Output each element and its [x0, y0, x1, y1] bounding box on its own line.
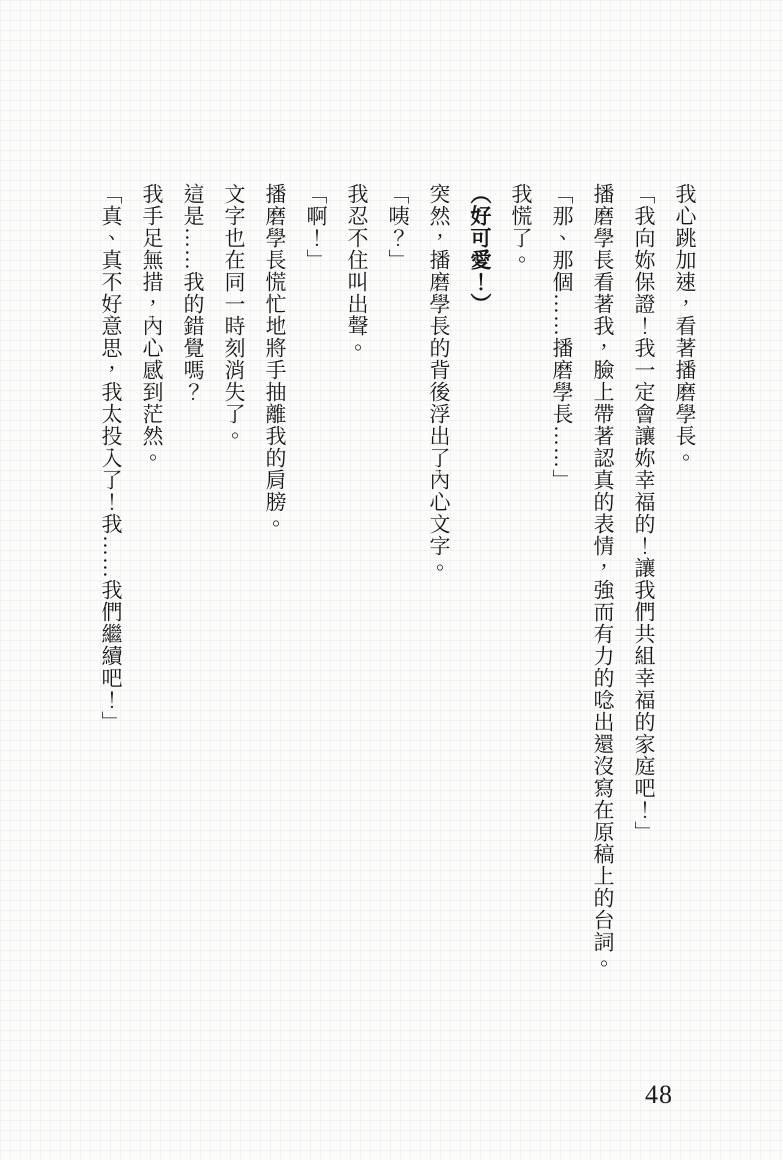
paragraph-line: 我心跳加速，看著播磨學長。 — [673, 183, 697, 469]
paragraph-line: 「咦？」 — [386, 183, 410, 271]
paragraph-line: 我慌了。 — [509, 183, 533, 271]
paragraph-line: 「那、那個……播磨學長……」 — [550, 183, 574, 491]
paragraph-line: 「真、真不好意思，我太投入了！我……我們繼續吧！」 — [99, 183, 123, 733]
paragraph-line-emphasis: （好可愛！） — [468, 183, 491, 315]
paragraph-line: 我忍不住叫出聲。 — [345, 183, 369, 359]
paragraph-line: 「啊！」 — [304, 183, 328, 271]
paragraph-line: 突然，播磨學長的背後浮出了內心文字。 — [427, 183, 451, 579]
paragraph-line: 「我向妳保證！我一定會讓妳幸福的！讓我們共組幸福的家庭吧！」 — [632, 183, 656, 843]
paragraph-line: 我手足無措，內心感到茫然。 — [140, 183, 164, 469]
page-number: 48 — [645, 1080, 673, 1109]
paragraph-line: 文字也在同一時刻消失了。 — [222, 183, 246, 447]
vertical-text-block — [90, 183, 705, 995]
paragraph-line: 播磨學長看著我，臉上帶著認真的表情，強而有力的唸出還沒寫在原稿上的台詞。 — [591, 183, 615, 975]
paragraph-line: 播磨學長慌忙地將手抽離我的肩膀。 — [263, 183, 287, 535]
paragraph-line: 這是……我的錯覺嗎？ — [181, 183, 205, 403]
